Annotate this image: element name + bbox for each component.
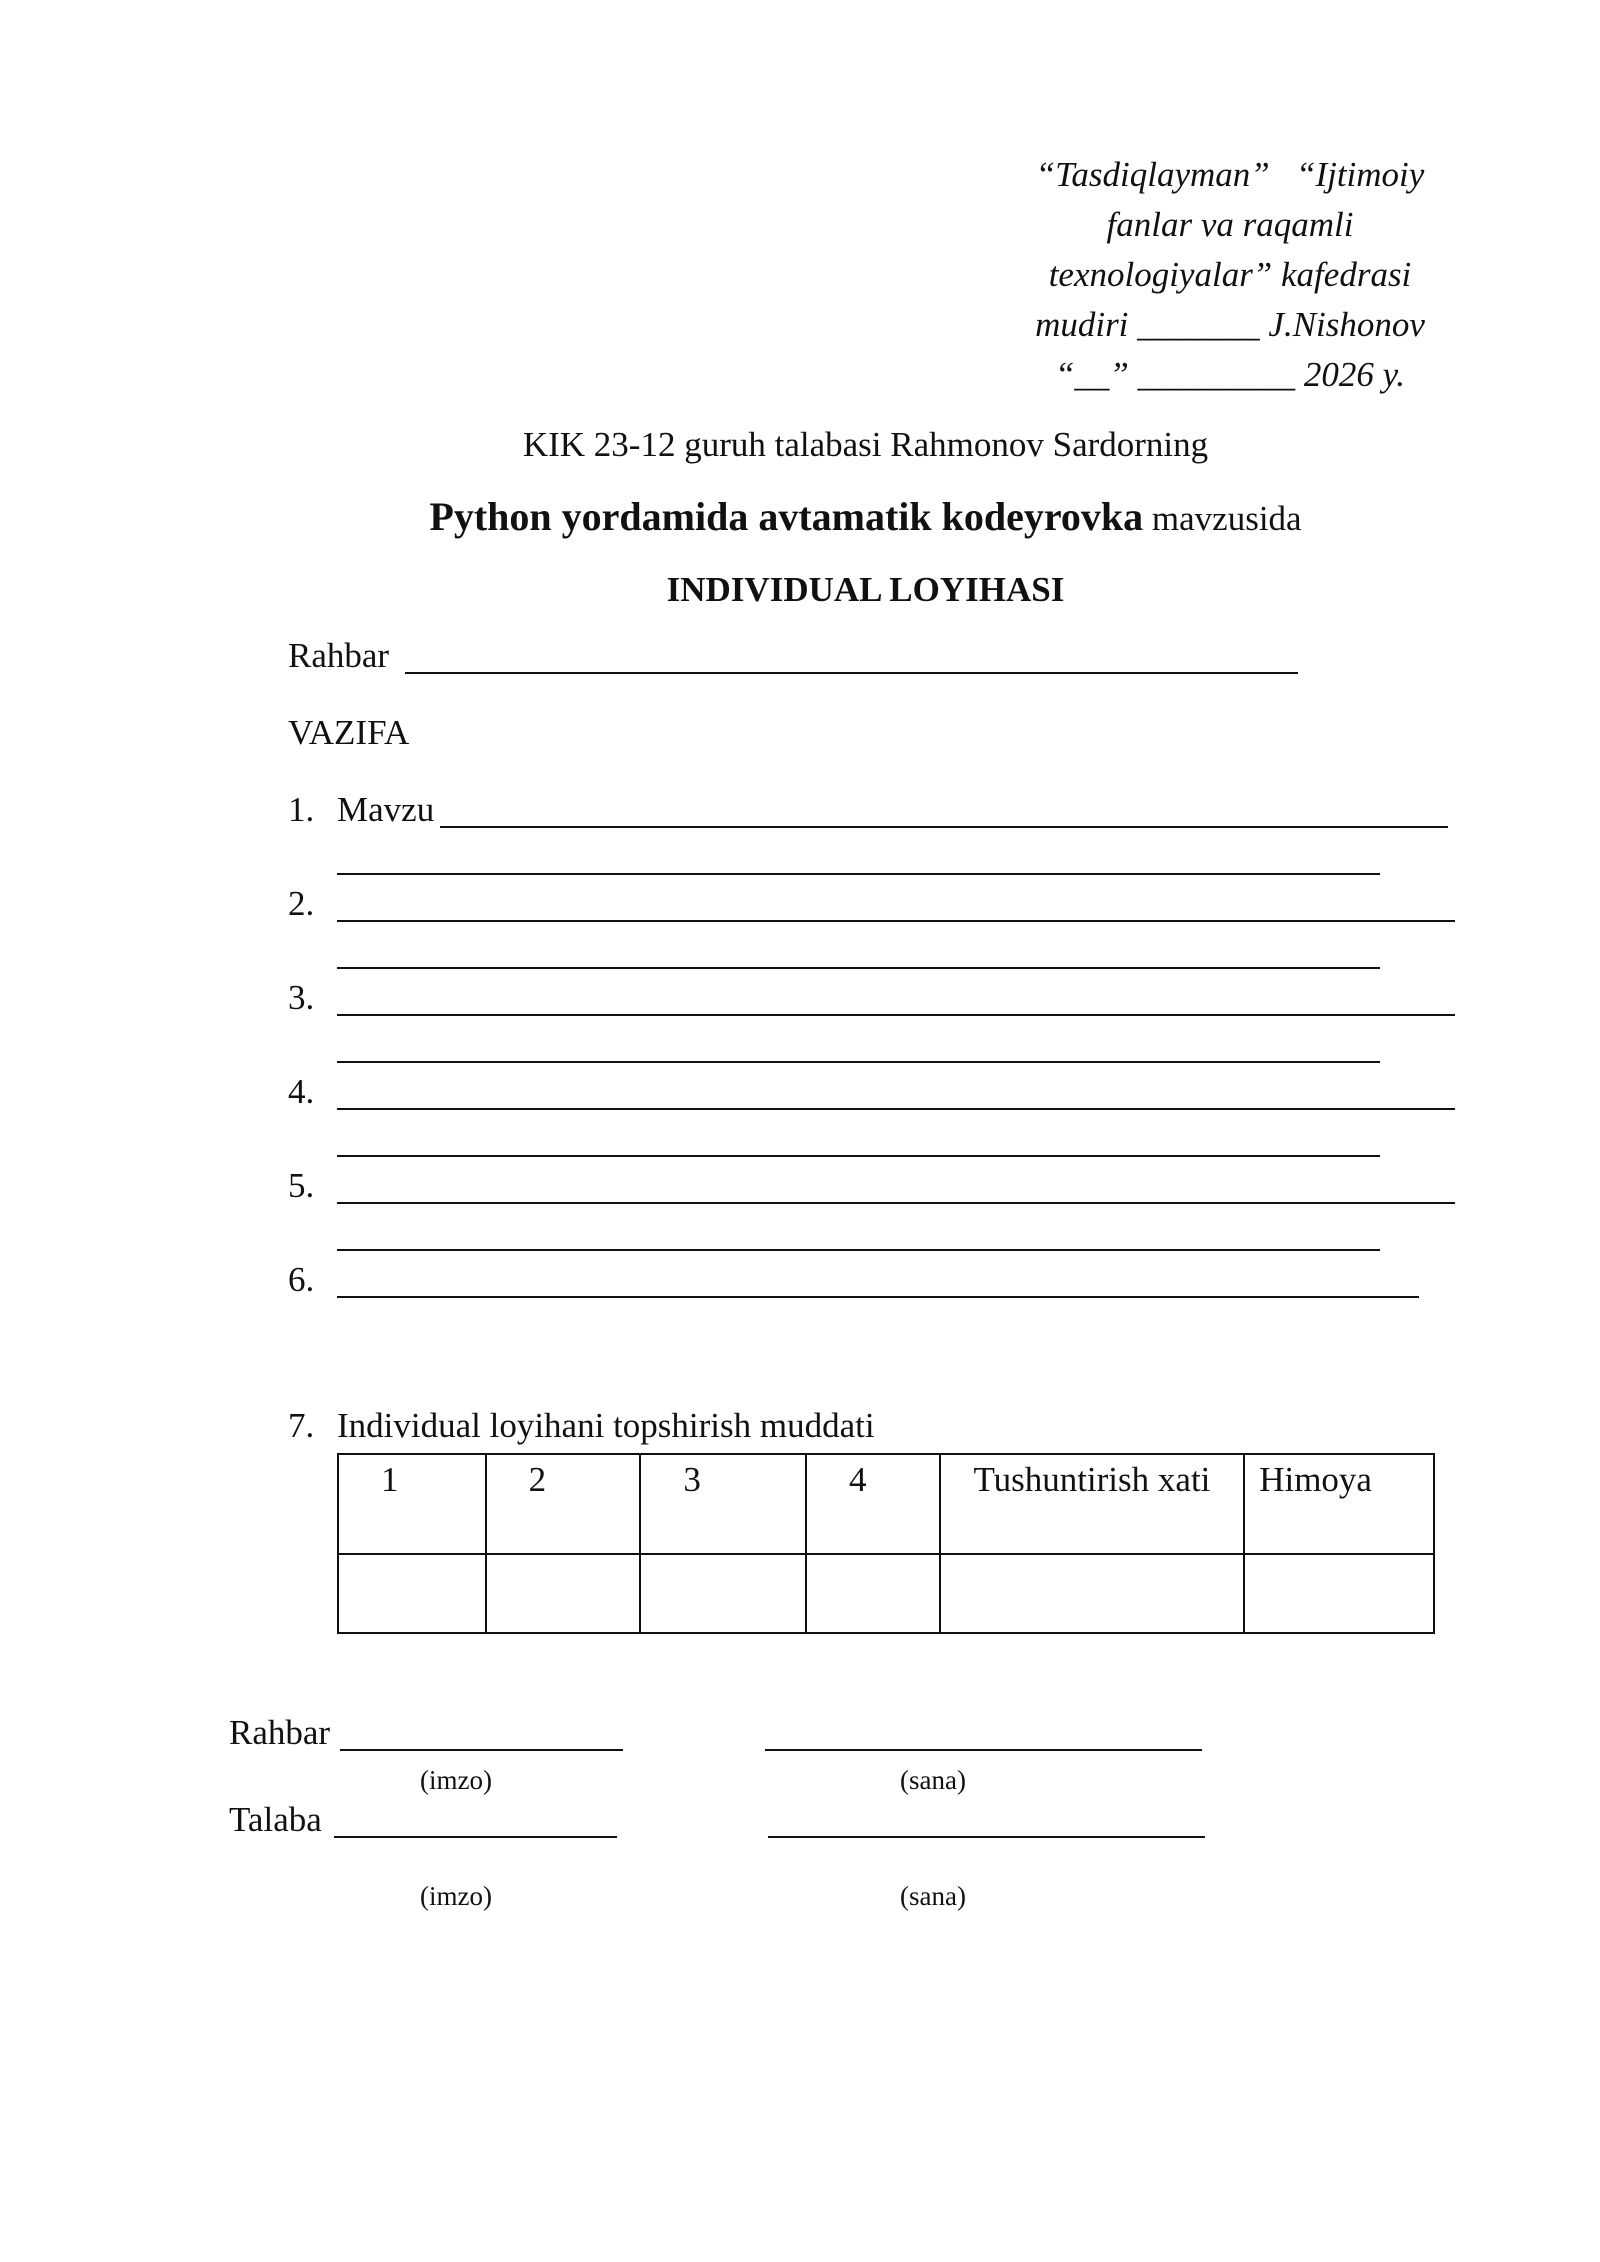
item-number: 6. (288, 1260, 315, 1299)
item-blank[interactable] (337, 1108, 1455, 1110)
topic-suffix: mavzusida (1143, 499, 1302, 538)
item-blank-continuation[interactable] (337, 1155, 1380, 1157)
signature-caption: (imzo) (420, 1881, 492, 1911)
topic-line (0, 493, 1600, 540)
signature-label-student: Talaba (229, 1800, 322, 1839)
deadline-schedule-table (337, 1453, 1435, 1634)
table-cell[interactable] (338, 1554, 486, 1633)
approval-line: texnologiyalar” kafedrasi (1048, 255, 1412, 294)
signature-label-supervisor: Rahbar (229, 1713, 331, 1752)
item-blank[interactable] (440, 826, 1448, 828)
approval-line: fanlar va raqamli (1106, 205, 1354, 244)
item-label: Mavzu (337, 790, 435, 829)
item-blank[interactable] (337, 1014, 1455, 1016)
table-header-cell: 1 (338, 1454, 486, 1554)
table-cell[interactable] (486, 1554, 641, 1633)
student-line: KIK 23-12 guruh talabasi Rahmonov Sardorning (522, 425, 1209, 464)
task-heading: VAZIFA (288, 713, 410, 752)
item-blank-continuation[interactable] (337, 1249, 1380, 1251)
table-header-cell: 3 (640, 1454, 806, 1554)
item-blank[interactable] (337, 920, 1455, 922)
item-number: 2. (288, 884, 315, 923)
approval-block (990, 150, 1470, 400)
item-number: 5. (288, 1166, 315, 1205)
signature-caption: (imzo) (420, 1765, 492, 1795)
approval-line: mudiri _______ J.Nishonov (1035, 305, 1425, 344)
table-header-row (338, 1454, 1434, 1554)
item-number: 3. (288, 978, 315, 1017)
table-header-cell: 2 (486, 1454, 641, 1554)
table-header-cell: Tushuntirish xati (940, 1454, 1245, 1554)
table-cell[interactable] (940, 1554, 1245, 1633)
item-blank[interactable] (337, 1202, 1455, 1204)
item-blank-continuation[interactable] (337, 1061, 1380, 1063)
supervisor-blank[interactable] (405, 672, 1298, 674)
table-cell[interactable] (1244, 1554, 1434, 1633)
item-blank[interactable] (337, 1296, 1419, 1298)
student-date-blank[interactable] (768, 1836, 1205, 1838)
topic-title: Python yordamida avtamatik kodeyrovka (429, 494, 1144, 539)
supervisor-signature-blank[interactable] (340, 1749, 623, 1751)
item-blank-continuation[interactable] (337, 873, 1380, 875)
supervisor-date-blank[interactable] (765, 1749, 1202, 1751)
date-caption: (sana) (900, 1881, 966, 1911)
item-number: 4. (288, 1072, 315, 1111)
item-number: 7. (288, 1406, 315, 1445)
approval-line: “__” _________ 2026 y. (1054, 355, 1406, 394)
item-blank-continuation[interactable] (337, 967, 1380, 969)
document-title: INDIVIDUAL LOYIHASI (666, 570, 1065, 609)
table-header-cell: 4 (806, 1454, 940, 1554)
student-signature-blank[interactable] (334, 1836, 617, 1838)
deadline-label: Individual loyihani topshirish muddati (337, 1406, 875, 1445)
supervisor-label: Rahbar (288, 636, 398, 675)
item-number: 1. (288, 790, 315, 829)
table-cell[interactable] (806, 1554, 940, 1633)
date-caption: (sana) (900, 1765, 966, 1795)
approval-line: “Tasdiqlayman” “Ijtimoiy (1035, 155, 1425, 194)
table-header-cell: Himoya (1244, 1454, 1434, 1554)
table-cell[interactable] (640, 1554, 806, 1633)
table-row (338, 1554, 1434, 1633)
